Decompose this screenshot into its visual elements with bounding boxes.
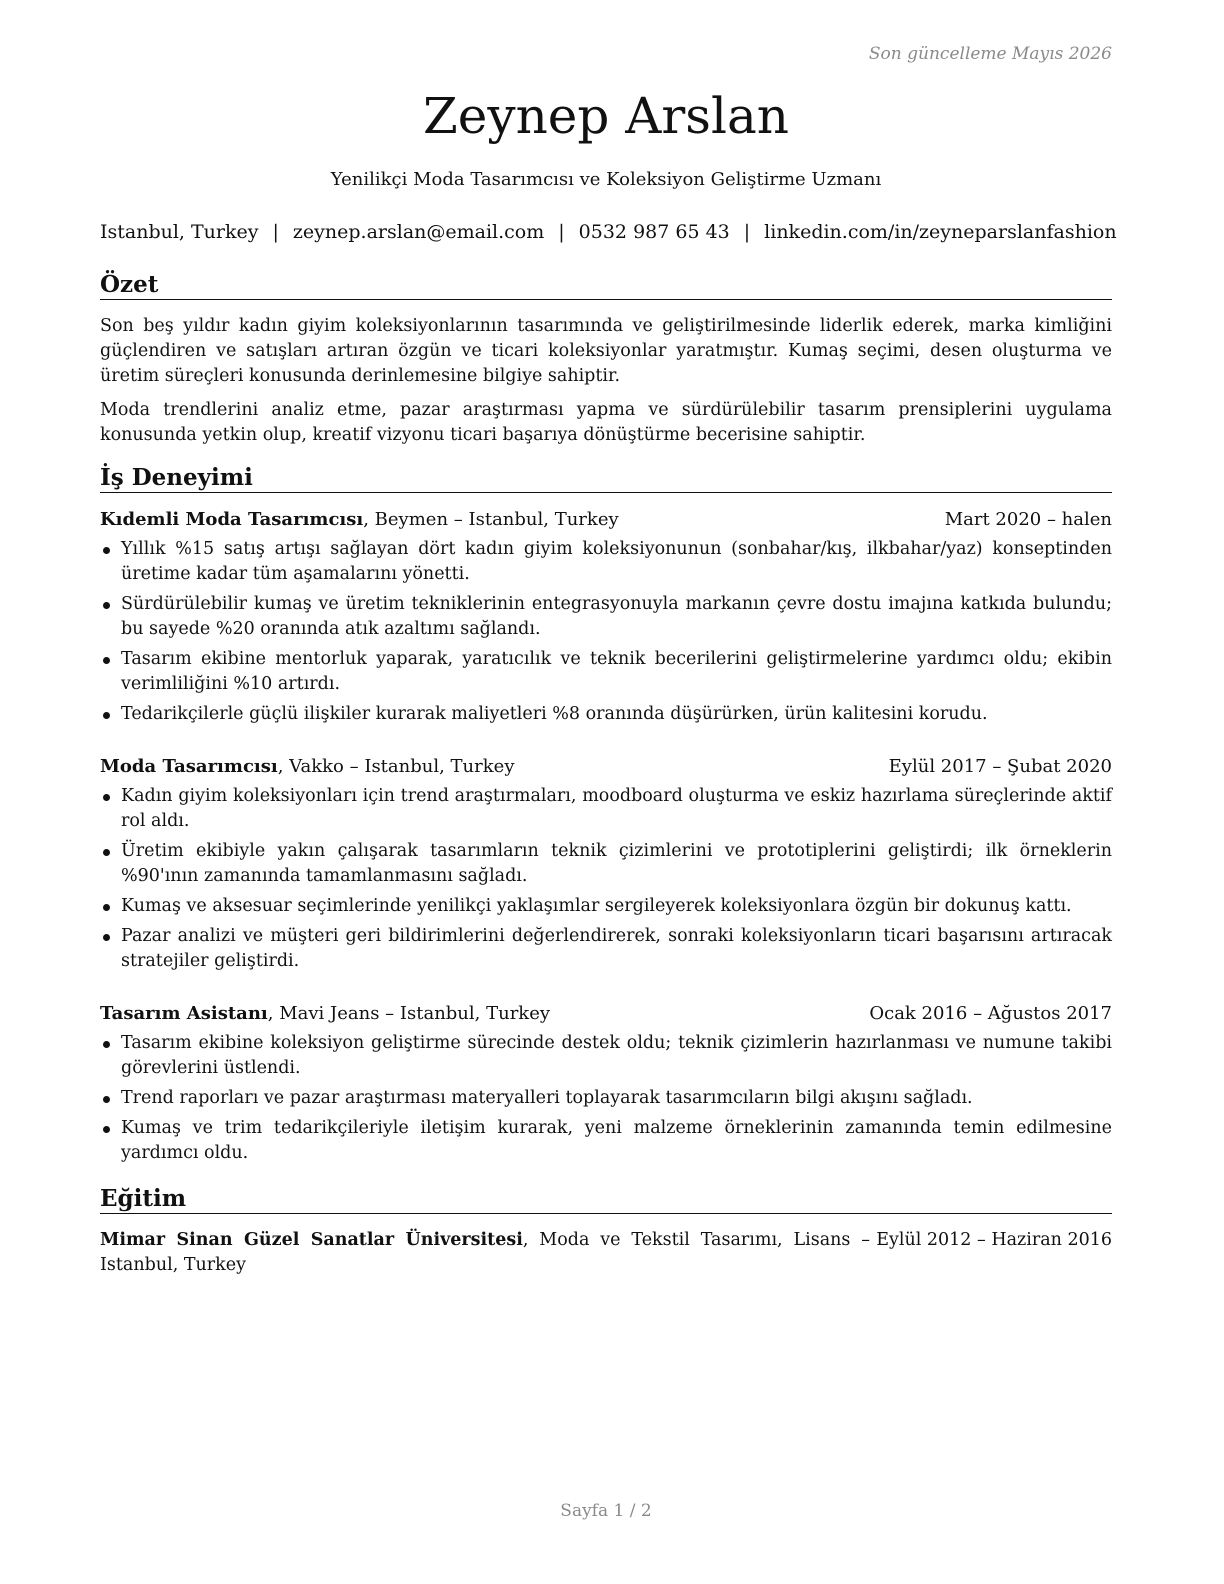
education-details: , Moda ve Tekstil Tasarımı, Lisans – Istanbul, Turkey	[100, 1230, 870, 1275]
list-item: Üretim ekibiyle yakın çalışarak tasarımların teknik çizimlerini ve prototiplerini geliştirdi; ilk örneklerin %90'ının zamanında tamamlanmasını sağladı.	[100, 839, 1112, 889]
contact-location: Istanbul, Turkey	[100, 221, 259, 243]
education-entry	[100, 1228, 1112, 1278]
list-item: Tasarım ekibine mentorluk yaparak, yaratıcılık ve teknik becerilerini geliştirmelerine yardımcı oldu; ekibin verimliliğini %10 artırdı.	[100, 647, 1112, 697]
contact-separator: |	[743, 221, 751, 243]
job-role: Tasarım Asistanı	[100, 1003, 268, 1024]
job-company: , Beymen – Istanbul, Turkey	[363, 509, 619, 530]
section-title-summary: Özet	[100, 271, 1112, 300]
contact-line	[100, 219, 1117, 245]
list-item: Yıllık %15 satış artışı sağlayan dört kadın giyim koleksiyonunun (sonbahar/kış, ilkbahar/yaz) konseptinden üretime kadar tüm aşamalarını yönetti.	[100, 537, 1112, 587]
candidate-name: Zeynep Arslan	[423, 87, 789, 145]
list-item: Trend raporları ve pazar araştırması materyalleri toplayarak tasarımcıların bilgi akışını sağladı.	[100, 1086, 1112, 1111]
summary-paragraph: Son beş yıldır kadın giyim koleksiyonlarının tasarımında ve geliştirilmesinde liderlik ederek, marka kimliğini güçlendiren ve satışları artıran özgün ve ticari koleksiyonlar yaratmıştır. Kumaş seçimi, desen oluşturma ve üretim süreçleri konusunda derinlemesine bilgiye sahiptir.	[100, 316, 1112, 386]
contact-email[interactable]: zeynep.arslan@email.com	[292, 221, 545, 243]
section-title-experience: İş Deneyimi	[100, 464, 1112, 493]
job-company: , Vakko – Istanbul, Turkey	[277, 756, 515, 777]
job-header	[100, 1001, 1112, 1026]
job-bullets	[100, 537, 1112, 732]
list-item: Kumaş ve trim tedarikçileriyle iletişim kurarak, yeni malzeme örneklerinin zamanında temin edilmesine yardımcı oldu.	[100, 1116, 1112, 1166]
list-item: Sürdürülebilir kumaş ve üretim tekniklerinin entegrasyonuyla markanın çevre dostu imajına katkıda bulundu; bu sayede %20 oranında atık azaltımı sağlandı.	[100, 592, 1112, 642]
job-dates: Mart 2020 – halen	[944, 509, 1112, 530]
job-role: Moda Tasarımcısı	[100, 756, 278, 777]
section-title-education: Eğitim	[100, 1185, 1112, 1214]
job-header	[100, 507, 1112, 532]
page-number: Sayfa 1 / 2	[560, 1501, 652, 1521]
education-dates: Eylül 2012 – Haziran 2016	[876, 1230, 1112, 1250]
job-company: , Mavi Jeans – Istanbul, Turkey	[267, 1003, 551, 1024]
job-bullets	[100, 784, 1112, 979]
job-bullets	[100, 1031, 1112, 1171]
list-item: Pazar analizi ve müşteri geri bildirimlerini değerlendirerek, sonraki koleksiyonların ticari başarısını artıracak stratejiler geliştirdi.	[100, 924, 1112, 974]
list-item: Kumaş ve aksesuar seçimlerinde yenilikçi yaklaşımlar sergileyerek koleksiyonlara özgün bir dokunuş kattı.	[100, 894, 1112, 919]
list-item: Tedarikçilerle güçlü ilişkiler kurarak maliyetleri %8 oranında düşürürken, ürün kalitesini korudu.	[100, 702, 1112, 727]
education-school: Mimar Sinan Güzel Sanatlar Üniversitesi	[100, 1230, 523, 1250]
contact-linkedin[interactable]: linkedin.com/in/zeyneparslanfashion	[764, 221, 1117, 243]
job-dates: Eylül 2017 – Şubat 2020	[888, 756, 1112, 777]
contact-separator: |	[272, 221, 279, 243]
resume-page	[100, 0, 1117, 1584]
list-item: Kadın giyim koleksiyonları için trend araştırmaları, moodboard oluşturma ve eskiz hazırlama süreçlerinde aktif rol aldı.	[100, 784, 1112, 834]
contact-phone[interactable]: 0532 987 65 43	[578, 221, 730, 243]
contact-separator: |	[558, 221, 565, 243]
last-updated: Son güncelleme Mayıs 2026	[868, 44, 1112, 64]
job-header	[100, 754, 1112, 779]
summary-paragraph: Moda trendlerini analiz etme, pazar araştırması yapma ve sürdürülebilir tasarım prensiplerini uygulama konusunda yetkin olup, kreatif vizyonu ticari başarıya dönüştürme becerisine sahiptir.	[100, 400, 1112, 445]
headline: Yenilikçi Moda Tasarımcısı ve Koleksiyon Geliştirme Uzmanı	[330, 169, 882, 190]
job-role: Kıdemli Moda Tasarımcısı	[100, 509, 364, 530]
job-dates: Ocak 2016 – Ağustos 2017	[869, 1003, 1112, 1024]
list-item: Tasarım ekibine koleksiyon geliştirme sürecinde destek oldu; teknik çizimlerin hazırlanması ve numune takibi görevlerini üstlendi.	[100, 1031, 1112, 1081]
